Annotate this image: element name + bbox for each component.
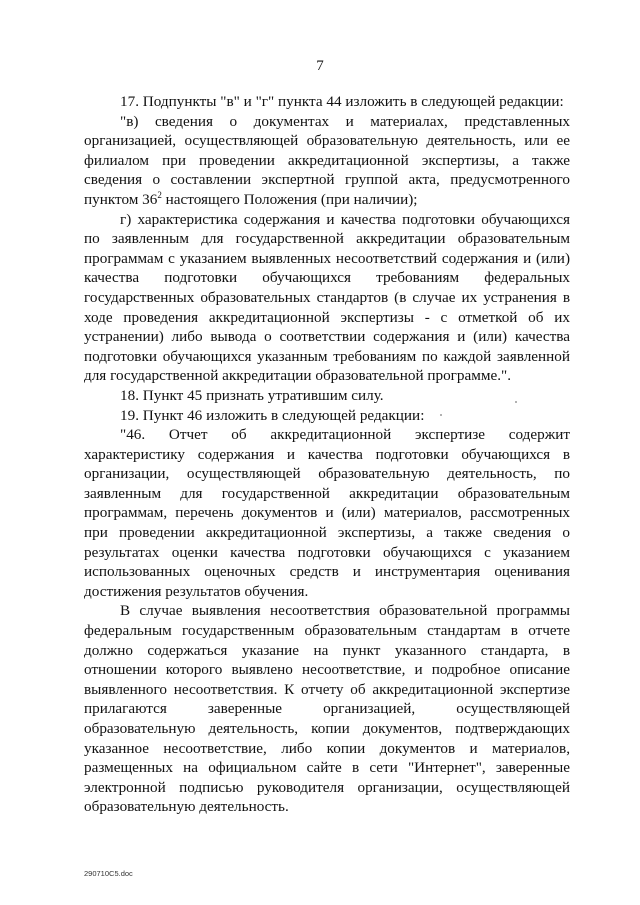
document-body [84,92,570,817]
paragraph-19: 19. Пункт 46 изложить в следующей редакции: [120,406,425,424]
paragraph-46: "46. Отчет об аккредитационной экспертизе содержит характеристику содержания и качества подготовки обучающихся в организации, осуществляющей образовательную деятельность, по заявленным для государственной аккредитации образовательным программам, перечень документов и (или) материалов, рассмотренных при проведении аккредитационной экспертизы, а также сведения о результатах оценки качества подготовки обучающихся с указанием использованных оценочных средств и инструментария оценивания достижения результатов обучения. [84,426,570,600]
paragraph-18: 18. Пункт 45 признать утратившим силу. [120,386,384,404]
page-number: 7 [316,58,324,74]
paragraph-subitem-v [84,112,570,210]
paragraph-subitem-g: г) характеристика содержания и качества подготовки обучающихся по заявленным для государственной аккредитации образовательным программам с указанием выявленных несоответствий содержания и (или) качества подготовки обучающихся требованиям федеральных государственных образовательных стандартов (в случае их устранения в ходе проведения аккредитационной экспертизы - с отметкой об их устранении) либо вывода о соответствии содержания и (или) качества подготовки обучающихся указанным требованиям по каждой заявленной для государственной аккредитации образовательной программе.". [84,210,570,385]
file-name-footer: 290710C5.doc [84,869,133,878]
scan-speck [440,414,442,416]
paragraph-nonconformity: В случае выявления несоответствия образовательной программы федеральным государственным образовательным стандартам в отчете должно содержаться указание на пункт указанного стандарта, в отношении которого выявлено несоответствие, и подробное описание выявленного несоответствия. К отчету об аккредитационной экспертизе прилагаются заверенные организацией, осуществляющей образовательную деятельность, копии документов, подтверждающих указанное несоответствие, либо копии документов и материалов, размещенных на официальном сайте в сети "Интернет", заверенные электронной подписью руководителя организации, осуществляющей образовательную деятельность. [84,602,570,816]
paragraph-17: 17. Подпункты "в" и "г" пункта 44 изложить в следующей редакции: [120,93,564,110]
paragraph-subitem-v-tail: настоящего Положения (при наличии); [161,190,418,208]
paragraph-subitem-v-text: "в) сведения о документах и материалах, представленных организацией, осуществляющей образовательную деятельность, или ее филиалом при проведении аккредитационной экспертизы, а также сведения о составлении экспертной группой акта, предусмотренного пунктом 36 [84,112,570,208]
scan-speck [515,401,517,403]
superscript-2: 2 [157,189,162,200]
